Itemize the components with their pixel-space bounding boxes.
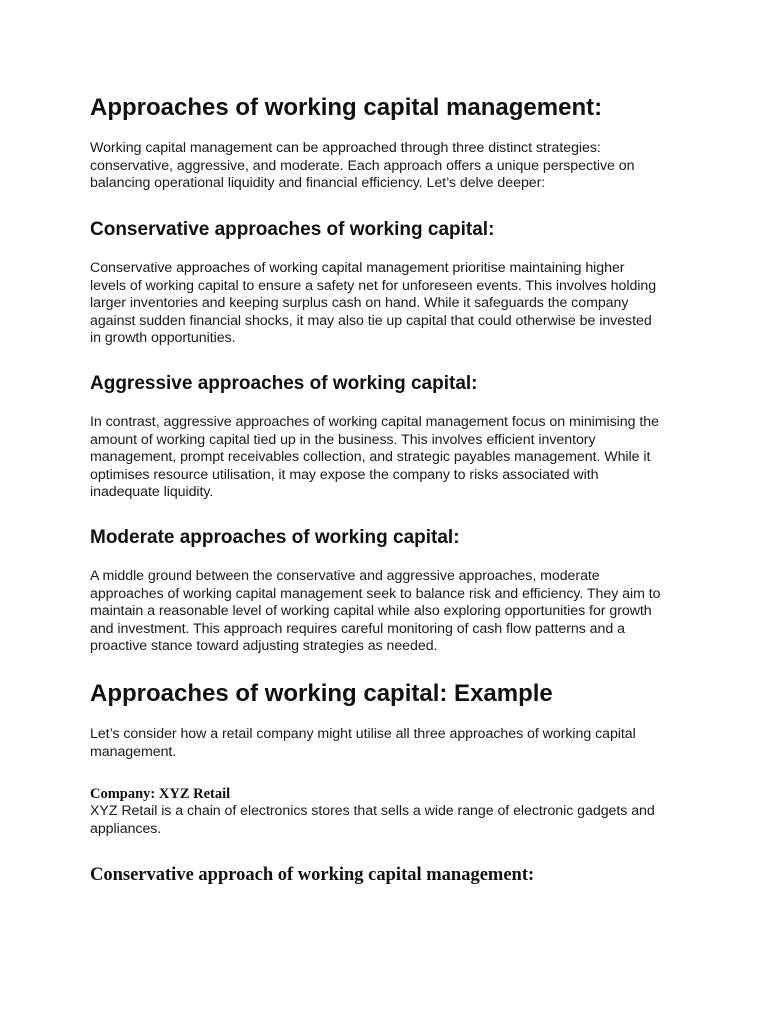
company-line: appliances.: [90, 820, 162, 837]
aggressive-heading: Aggressive approaches of working capital:: [90, 373, 478, 394]
example-line: management.: [90, 743, 177, 760]
company-line: XYZ Retail is a chain of electronics stores that sells a wide range of electronic gadgets and: [90, 803, 655, 819]
conservative-heading: Conservative approaches of working capital:: [90, 219, 495, 240]
moderate-line: approaches of working capital management seek to balance risk and efficiency. They aim to: [90, 585, 661, 602]
intro-line: conservative, aggressive, and moderate. Each approach offers a unique perspective on: [90, 157, 635, 174]
page-title: Approaches of working capital management:: [90, 94, 603, 121]
example-title: Approaches of working capital: Example: [90, 680, 553, 707]
moderate-line: A middle ground between the conservative and aggressive approaches, moderate: [90, 568, 600, 584]
aggressive-line: amount of working capital tied up in the business. This involves efficient inventory: [90, 431, 596, 448]
moderate-paragraph: [90, 568, 690, 656]
moderate-line: maintain a reasonable level of working capital while also exploring opportunities for growth: [90, 603, 652, 619]
intro-line: balancing operational liquidity and financial efficiency. Let’s delve deeper:: [90, 175, 546, 191]
conservative-approach-heading: Conservative approach of working capital management:: [90, 865, 535, 885]
aggressive-line: In contrast, aggressive approaches of working capital management focus on minimising the: [90, 414, 659, 430]
example-intro: [90, 726, 690, 761]
intro-paragraph: [90, 140, 690, 193]
example-line: Let’s consider how a retail company might utilise all three approaches of working capital: [90, 726, 636, 742]
conservative-line: levels of working capital to ensure a safety net for unforeseen events. This involves holding: [90, 277, 657, 294]
moderate-line: proactive stance toward adjusting strategies as needed.: [90, 638, 438, 654]
conservative-line: Conservative approaches of working capital management prioritise maintaining higher: [90, 260, 625, 276]
moderate-line: and investment. This approach requires careful monitoring of cash flow patterns and a: [90, 620, 625, 637]
aggressive-line: management, prompt receivables collection, and strategic payables management. While it: [90, 449, 651, 465]
aggressive-line: optimises resource utilisation, it may expose the company to risks associated with: [90, 466, 599, 483]
company-description: [90, 803, 690, 838]
conservative-line: larger inventories and keeping surplus cash on hand. While it safeguards the company: [90, 295, 629, 311]
aggressive-paragraph: [90, 414, 690, 502]
conservative-line: against sudden financial shocks, it may also tie up capital that could otherwise be invested: [90, 312, 652, 329]
company-label: Company: XYZ Retail: [90, 786, 231, 802]
intro-line: Working capital management can be approached through three distinct strategies:: [90, 140, 601, 156]
moderate-heading: Moderate approaches of working capital:: [90, 527, 460, 548]
conservative-line: in growth opportunities.: [90, 330, 236, 346]
conservative-paragraph: [90, 260, 690, 348]
aggressive-line: inadequate liquidity.: [90, 484, 214, 500]
